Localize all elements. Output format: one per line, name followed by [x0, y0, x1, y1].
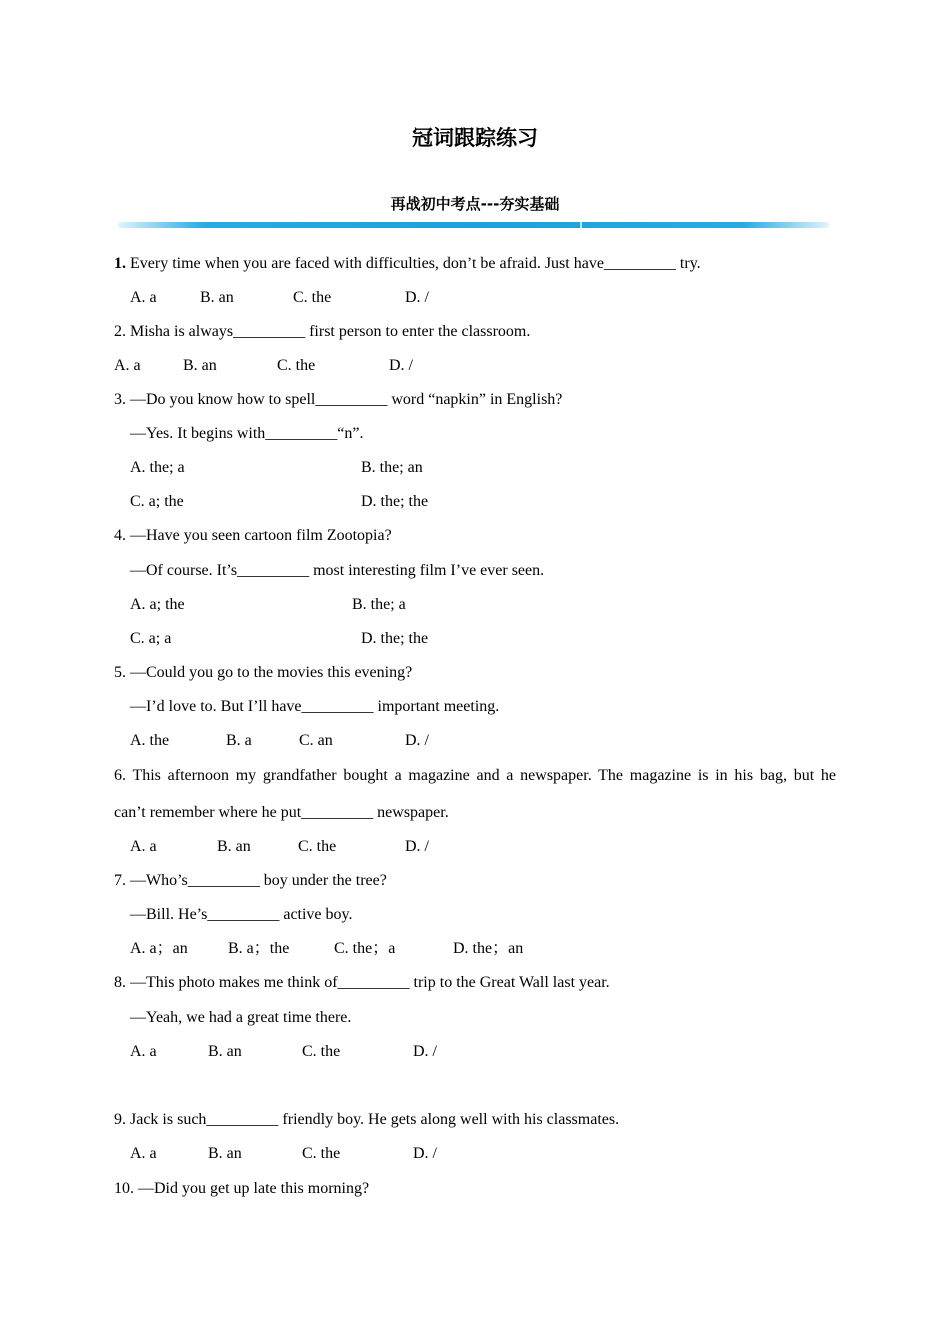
question-5: 5. —Could you go to the movies this evening? [114, 664, 413, 681]
question-7-reply: —Bill. He’s_________ active boy. [130, 906, 353, 923]
question-1-option-c: C. the [293, 289, 332, 306]
question-10: 10. —Did you get up late this morning? [114, 1180, 370, 1197]
question-3: 3. —Do you know how to spell_________ word “napkin” in English? [114, 391, 563, 408]
question-1 [114, 254, 701, 274]
question-8-option-d: D. / [413, 1043, 437, 1060]
title-divider-notch [580, 222, 582, 228]
question-9-option-b: B. an [208, 1145, 242, 1162]
page-subtitle: 再战初中考点---夯实基础 [390, 195, 560, 213]
question-8-option-c: C. the [302, 1043, 341, 1060]
question-3-option-d: D. the; the [361, 493, 429, 510]
question-4-reply: —Of course. It’s_________ most interesting film I’ve ever seen. [130, 562, 545, 579]
question-1-text: Every time when you are faced with difficulties, don’t be afraid. Just have_________ try. [126, 255, 701, 272]
question-4-option-b: B. the; a [352, 596, 406, 613]
question-2-option-a: A. a [114, 357, 141, 374]
question-6-option-a: A. a [130, 838, 157, 855]
question-5-option-d: D. / [405, 732, 429, 749]
title-divider [118, 222, 829, 228]
question-1-option-b: B. an [200, 289, 234, 306]
question-8: 8. —This photo makes me think of_________ trip to the Great Wall last year. [114, 974, 610, 991]
question-6-continued: can’t remember where he put_________ newspaper. [114, 804, 449, 821]
question-9-option-d: D. / [413, 1145, 437, 1162]
question-8-option-a: A. a [130, 1043, 157, 1060]
question-2: 2. Misha is always_________ first person to enter the classroom. [114, 323, 531, 340]
question-2-option-d: D. / [389, 357, 413, 374]
question-4-option-a: A. a; the [130, 596, 185, 613]
question-7: 7. —Who’s_________ boy under the tree? [114, 872, 387, 889]
question-6-option-d: D. / [405, 838, 429, 855]
question-2-option-b: B. an [183, 357, 217, 374]
question-3-option-b: B. the; an [361, 459, 423, 476]
question-3-option-c: C. a; the [130, 493, 184, 510]
question-3-reply: —Yes. It begins with_________“n”. [130, 425, 364, 442]
question-5-option-c: C. an [299, 732, 333, 749]
question-5-option-b: B. a [226, 732, 252, 749]
question-6: 6. This afternoon my grandfather bought a magazine and a newspaper. The magazine is in his bag, but he [114, 767, 836, 784]
question-1-option-d: D. / [405, 289, 429, 306]
question-7-option-d: D. the；an [453, 940, 524, 957]
question-9: 9. Jack is such_________ friendly boy. He gets along well with his classmates. [114, 1111, 620, 1128]
question-7-option-c: C. the；a [334, 940, 396, 957]
question-5-reply: —I’d love to. But I’ll have_________ important meeting. [130, 698, 500, 715]
question-4: 4. —Have you seen cartoon film Zootopia? [114, 527, 392, 544]
question-9-option-a: A. a [130, 1145, 157, 1162]
question-6-option-b: B. an [217, 838, 251, 855]
question-4-option-d: D. the; the [361, 630, 429, 647]
question-1-number: 1. [114, 255, 126, 272]
question-8-reply: —Yeah, we had a great time there. [130, 1009, 352, 1026]
question-5-option-a: A. the [130, 732, 170, 749]
question-4-option-c: C. a; a [130, 630, 172, 647]
question-8-option-b: B. an [208, 1043, 242, 1060]
question-7-option-b: B. a；the [228, 940, 290, 957]
question-9-option-c: C. the [302, 1145, 341, 1162]
question-2-option-c: C. the [277, 357, 316, 374]
question-3-option-a: A. the; a [130, 459, 185, 476]
page-title: 冠词跟踪练习 [412, 126, 538, 150]
question-1-option-a: A. a [130, 289, 157, 306]
question-7-option-a: A. a；an [130, 940, 188, 957]
question-6-option-c: C. the [298, 838, 337, 855]
